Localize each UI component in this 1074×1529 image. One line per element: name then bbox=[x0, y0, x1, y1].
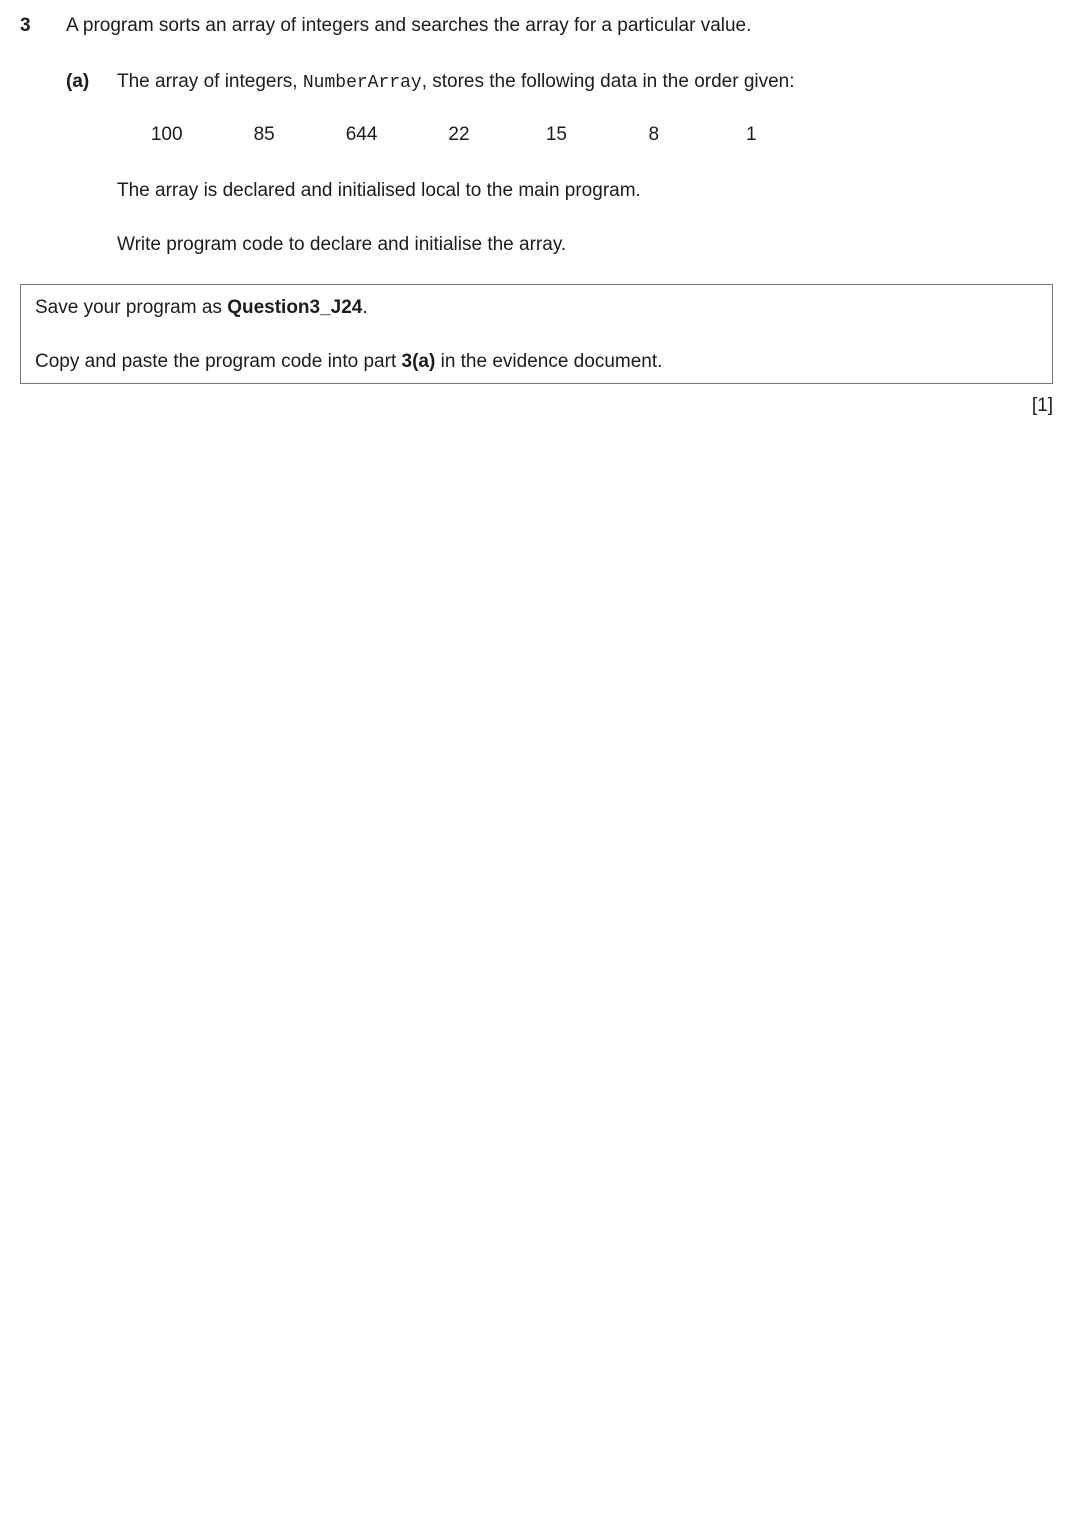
array-value: 22 bbox=[448, 124, 470, 145]
copy-text-after: in the evidence document. bbox=[435, 351, 663, 372]
question-number: 3 bbox=[20, 15, 31, 36]
array-values-row bbox=[118, 121, 800, 148]
part-a-intro-text bbox=[117, 68, 795, 97]
intro-before-code: The array of integers, bbox=[117, 71, 303, 92]
array-value: 1 bbox=[745, 124, 757, 145]
save-instruction-line bbox=[35, 295, 1038, 321]
paragraph-array-declared: The array is declared and initialised local to the main program. bbox=[117, 180, 641, 201]
part-a-label: (a) bbox=[66, 71, 90, 92]
code-identifier: NumberArray bbox=[302, 73, 422, 93]
question-stem-row bbox=[20, 12, 1053, 39]
array-value: 85 bbox=[253, 124, 275, 145]
array-value: 8 bbox=[648, 124, 660, 145]
array-value: 100 bbox=[150, 124, 183, 145]
paragraph-write-code: Write program code to declare and initialise the array. bbox=[117, 234, 567, 255]
array-value: 15 bbox=[545, 124, 567, 145]
save-text-after: . bbox=[362, 297, 368, 318]
save-instruction-box bbox=[20, 284, 1053, 384]
marks-badge: [1] bbox=[1031, 395, 1053, 416]
copy-text-before: Copy and paste the program code into part bbox=[35, 351, 402, 372]
copy-part-reference: 3(a) bbox=[401, 351, 436, 372]
save-filename: Question3_J24 bbox=[227, 297, 363, 318]
question-stem-text: A program sorts an array of integers and searches the array for a particular value. bbox=[66, 15, 752, 36]
save-text-before: Save your program as bbox=[35, 297, 228, 318]
array-value: 644 bbox=[345, 124, 378, 145]
copy-paste-instruction-line bbox=[35, 349, 1038, 375]
intro-after-code: , stores the following data in the order given: bbox=[421, 71, 795, 92]
part-a-intro-row bbox=[66, 68, 1053, 97]
